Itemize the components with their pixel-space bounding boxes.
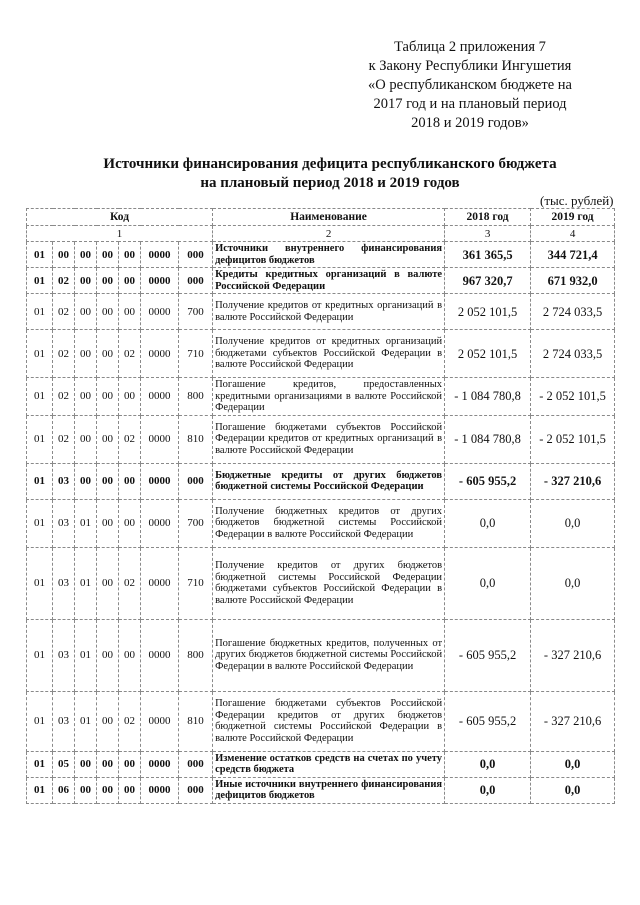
code-segment-1: 01 (27, 691, 53, 751)
code-segment-3: 00 (75, 777, 97, 803)
code-segment-1: 01 (27, 463, 53, 499)
code-segment-5: 00 (119, 294, 141, 330)
value-2018: 2 052 101,5 (445, 330, 531, 378)
table-row (27, 777, 615, 803)
code-segment-3: 01 (75, 499, 97, 547)
code-segment-2: 00 (53, 242, 75, 268)
value-2018: 0,0 (445, 547, 531, 619)
code-segment-2: 02 (53, 378, 75, 416)
code-segment-6: 0000 (141, 330, 179, 378)
code-segment-7: 800 (179, 619, 213, 691)
colnum-name: 2 (213, 226, 445, 242)
title-line-2: на плановый период 2018 и 2019 годов (200, 175, 460, 191)
code-segment-6: 0000 (141, 777, 179, 803)
value-2018: - 605 955,2 (445, 619, 531, 691)
value-2018: - 1 084 780,8 (445, 415, 531, 463)
value-2018: 0,0 (445, 499, 531, 547)
table-row (27, 330, 615, 378)
code-segment-5: 00 (119, 268, 141, 294)
code-segment-6: 0000 (141, 463, 179, 499)
value-2018: - 1 084 780,8 (445, 378, 531, 416)
code-segment-3: 00 (75, 294, 97, 330)
annex-line: «О республиканском бюджете на (368, 77, 572, 93)
code-segment-2: 03 (53, 499, 75, 547)
code-segment-2: 02 (53, 330, 75, 378)
code-segment-5: 00 (119, 378, 141, 416)
code-segment-6: 0000 (141, 619, 179, 691)
code-segment-3: 00 (75, 242, 97, 268)
value-2018: 0,0 (445, 751, 531, 777)
header-code: Код (27, 209, 213, 226)
value-2018: 0,0 (445, 777, 531, 803)
code-segment-7: 000 (179, 777, 213, 803)
code-segment-3: 00 (75, 463, 97, 499)
code-segment-1: 01 (27, 415, 53, 463)
table-header-row (27, 209, 615, 226)
code-segment-4: 00 (97, 330, 119, 378)
value-2019: 0,0 (531, 751, 615, 777)
code-segment-6: 0000 (141, 242, 179, 268)
annex-line: к Закону Республики Ингушетия (368, 58, 572, 74)
code-segment-6: 0000 (141, 415, 179, 463)
code-segment-5: 02 (119, 547, 141, 619)
table-row (27, 547, 615, 619)
code-segment-6: 0000 (141, 268, 179, 294)
code-segment-4: 00 (97, 751, 119, 777)
table-row (27, 499, 615, 547)
code-segment-5: 00 (119, 242, 141, 268)
value-2019: - 2 052 101,5 (531, 415, 615, 463)
value-2019: 2 724 033,5 (531, 330, 615, 378)
row-name: Кредиты кредитных организаций в валюте Российской Федерации (213, 268, 445, 294)
code-segment-3: 00 (75, 378, 97, 416)
code-segment-7: 700 (179, 294, 213, 330)
header-name: Наименование (213, 209, 445, 226)
value-2019: 0,0 (531, 499, 615, 547)
code-segment-4: 00 (97, 619, 119, 691)
value-2019: - 327 210,6 (531, 691, 615, 751)
row-name: Получение бюджетных кредитов от других бюджетов бюджетной системы Российской Федерации в валюте Российской Федерации (213, 499, 445, 547)
table-row (27, 619, 615, 691)
code-segment-5: 00 (119, 619, 141, 691)
code-segment-2: 03 (53, 547, 75, 619)
value-2019: 0,0 (531, 547, 615, 619)
code-segment-1: 01 (27, 242, 53, 268)
code-segment-7: 810 (179, 415, 213, 463)
value-2019: 2 724 033,5 (531, 294, 615, 330)
code-segment-5: 00 (119, 777, 141, 803)
value-2019: - 2 052 101,5 (531, 378, 615, 416)
row-name: Погашение бюджетами субъектов Российской Федерации кредитов от других бюджетов бюджетной системы Российской Федерации в валюте Российской Федерации (213, 691, 445, 751)
code-segment-6: 0000 (141, 378, 179, 416)
code-segment-3: 01 (75, 619, 97, 691)
code-segment-2: 06 (53, 777, 75, 803)
code-segment-4: 00 (97, 691, 119, 751)
code-segment-7: 710 (179, 547, 213, 619)
value-2019: - 327 210,6 (531, 463, 615, 499)
financing-sources-table (26, 208, 615, 804)
colnum-2018: 3 (445, 226, 531, 242)
row-name: Изменение остатков средств на счетах по учету средств бюджета (213, 751, 445, 777)
table-row (27, 268, 615, 294)
code-segment-1: 01 (27, 777, 53, 803)
code-segment-1: 01 (27, 268, 53, 294)
code-segment-7: 700 (179, 499, 213, 547)
code-segment-2: 02 (53, 294, 75, 330)
code-segment-4: 00 (97, 378, 119, 416)
code-segment-2: 03 (53, 619, 75, 691)
annex-line: Таблица 2 приложения 7 (394, 39, 546, 55)
code-segment-5: 00 (119, 463, 141, 499)
column-number-row (27, 226, 615, 242)
table-row (27, 242, 615, 268)
header-2019: 2019 год (531, 209, 615, 226)
code-segment-5: 02 (119, 691, 141, 751)
table-row (27, 751, 615, 777)
value-2018: 2 052 101,5 (445, 294, 531, 330)
code-segment-3: 00 (75, 751, 97, 777)
code-segment-7: 810 (179, 691, 213, 751)
value-2019: 0,0 (531, 777, 615, 803)
row-name: Погашение бюджетами субъектов Российской Федерации кредитов от кредитных организаций в валюте Российской Федерации (213, 415, 445, 463)
code-segment-5: 02 (119, 415, 141, 463)
colnum-2019: 4 (531, 226, 615, 242)
annex-line: 2017 год и на плановый период (373, 96, 567, 112)
code-segment-1: 01 (27, 378, 53, 416)
value-2018: - 605 955,2 (445, 463, 531, 499)
table-row (27, 691, 615, 751)
code-segment-7: 000 (179, 463, 213, 499)
code-segment-3: 00 (75, 268, 97, 294)
code-segment-1: 01 (27, 330, 53, 378)
code-segment-4: 00 (97, 499, 119, 547)
table-row (27, 378, 615, 416)
value-2019: 344 721,4 (531, 242, 615, 268)
value-2018: 967 320,7 (445, 268, 531, 294)
code-segment-1: 01 (27, 499, 53, 547)
title-line-1: Источники финансирования дефицита республиканского бюджета (103, 156, 557, 172)
code-segment-4: 00 (97, 415, 119, 463)
code-segment-1: 01 (27, 751, 53, 777)
code-segment-5: 00 (119, 751, 141, 777)
code-segment-3: 01 (75, 547, 97, 619)
code-segment-6: 0000 (141, 751, 179, 777)
code-segment-7: 710 (179, 330, 213, 378)
row-name: Бюджетные кредиты от других бюджетов бюджетной системы Российской Федерации (213, 463, 445, 499)
code-segment-1: 01 (27, 619, 53, 691)
row-name: Получение кредитов от кредитных организаций бюджетами субъектов Российской Федерации в валюте Российской Федерации (213, 330, 445, 378)
code-segment-1: 01 (27, 294, 53, 330)
code-segment-4: 00 (97, 547, 119, 619)
code-segment-3: 00 (75, 330, 97, 378)
code-segment-4: 00 (97, 463, 119, 499)
code-segment-4: 00 (97, 294, 119, 330)
code-segment-6: 0000 (141, 499, 179, 547)
code-segment-4: 00 (97, 268, 119, 294)
row-name: Погашение бюджетных кредитов, полученных от других бюджетов бюджетной системы Российской Федерации в валюте Российской Федерации (213, 619, 445, 691)
colnum-code: 1 (27, 226, 213, 242)
code-segment-2: 03 (53, 691, 75, 751)
table-annex-note (356, 38, 584, 133)
header-2018: 2018 год (445, 209, 531, 226)
code-segment-2: 05 (53, 751, 75, 777)
annex-line: 2018 и 2019 годов» (411, 115, 529, 131)
code-segment-3: 00 (75, 415, 97, 463)
value-2019: - 327 210,6 (531, 619, 615, 691)
code-segment-7: 000 (179, 751, 213, 777)
table-row (27, 415, 615, 463)
code-segment-7: 800 (179, 378, 213, 416)
table-row (27, 463, 615, 499)
code-segment-2: 03 (53, 463, 75, 499)
value-2018: - 605 955,2 (445, 691, 531, 751)
code-segment-6: 0000 (141, 294, 179, 330)
row-name: Погашение кредитов, предоставленных кредитными организациями в валюте Российской Федерации (213, 378, 445, 416)
row-name: Источники внутреннего финансирования дефицитов бюджетов (213, 242, 445, 268)
units-label: (тыс. рублей) (540, 193, 614, 208)
value-2019: 671 932,0 (531, 268, 615, 294)
row-name: Получение кредитов от кредитных организаций в валюте Российской Федерации (213, 294, 445, 330)
code-segment-7: 000 (179, 268, 213, 294)
code-segment-2: 02 (53, 415, 75, 463)
code-segment-1: 01 (27, 547, 53, 619)
code-segment-4: 00 (97, 777, 119, 803)
row-name: Получение кредитов от других бюджетов бюджетной системы Российской Федерации бюджетами субъектов Российской Федерации в валюте Российской Федерации (213, 547, 445, 619)
value-2018: 361 365,5 (445, 242, 531, 268)
code-segment-6: 0000 (141, 547, 179, 619)
code-segment-3: 01 (75, 691, 97, 751)
document-title (40, 155, 620, 193)
code-segment-4: 00 (97, 242, 119, 268)
table-row (27, 294, 615, 330)
code-segment-5: 00 (119, 499, 141, 547)
code-segment-2: 02 (53, 268, 75, 294)
code-segment-5: 02 (119, 330, 141, 378)
row-name: Иные источники внутреннего финансирования дефицитов бюджетов (213, 777, 445, 803)
code-segment-6: 0000 (141, 691, 179, 751)
code-segment-7: 000 (179, 242, 213, 268)
